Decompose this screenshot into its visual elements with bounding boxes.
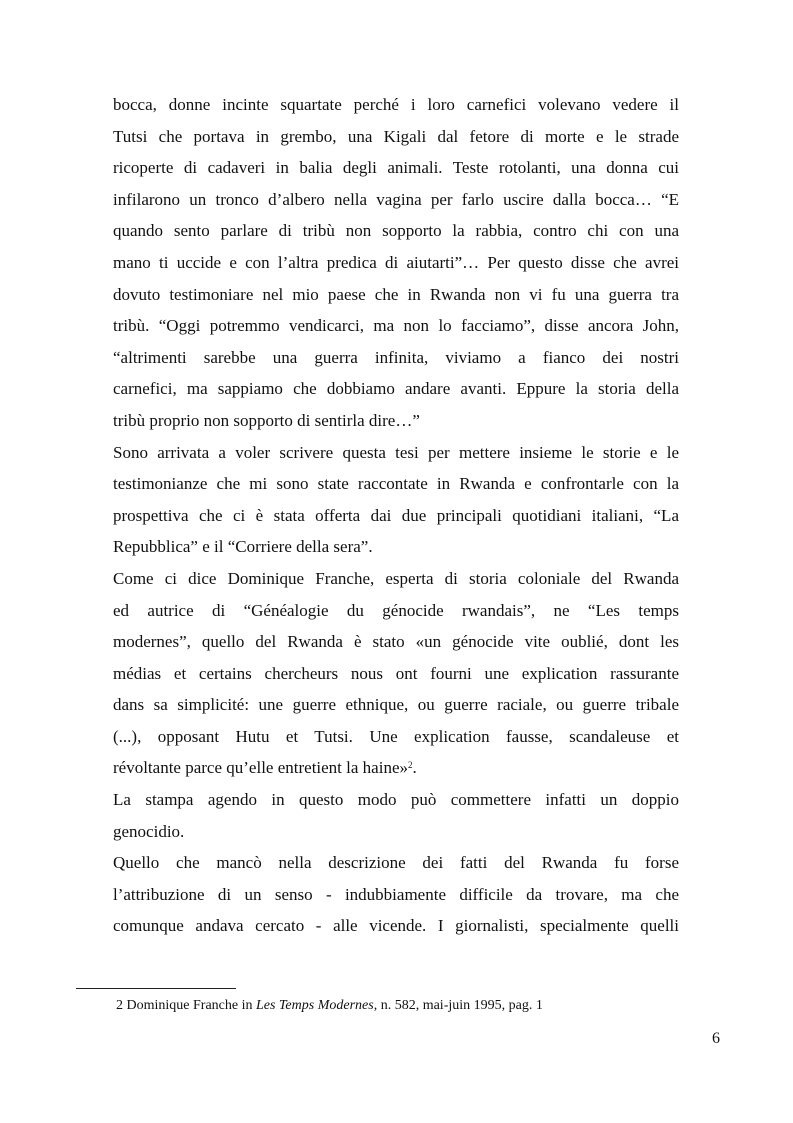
text-line: testimonianze che mi sono state raccontate in Rwanda e confrontarle con la bbox=[113, 474, 679, 494]
page-number: 6 bbox=[712, 1030, 720, 1047]
text-line: infilarono un tronco d’albero nella vagina per farlo uscire dalla bocca… “E bbox=[113, 189, 679, 209]
sentence-period: . bbox=[412, 758, 417, 778]
paragraph-4 bbox=[113, 784, 679, 847]
text-line: La stampa agendo in questo modo può commettere infatti un doppio bbox=[113, 790, 679, 810]
text-line: Sono arrivata a voler scrivere questa tesi per mettere insieme le storie e le bbox=[113, 442, 679, 462]
text-line: Tutsi che portava in grembo, una Kigali dal fetore di morte e le strade bbox=[113, 126, 679, 146]
footnote-title: Les Temps Modernes bbox=[255, 998, 374, 1013]
body-text bbox=[113, 89, 679, 942]
text-line: tribù proprio non sopporto di sentirla dire…” bbox=[113, 410, 420, 430]
text-line: dovuto testimoniare nel mio paese che in Rwanda non vi fu una guerra tra bbox=[113, 284, 679, 304]
text-line: l’attribuzione di un senso - indubbiamente difficile da trovare, ma che bbox=[113, 884, 679, 904]
text-line: Quello che mancò nella descrizione dei fatti del Rwanda fu forse bbox=[113, 853, 679, 873]
text-line: Come ci dice Dominique Franche, esperta di storia coloniale del Rwanda bbox=[113, 568, 679, 588]
footnote-number: 2 bbox=[116, 998, 123, 1013]
text-line: comunque andava cercato - alle vicende. I giornalisti, specialmente quelli bbox=[113, 916, 679, 936]
text-line: bocca, donne incinte squartate perché i loro carnefici volevano vedere il bbox=[113, 95, 679, 114]
text-line: “altrimenti sarebbe una guerra infinita, viviamo a fianco dei nostri bbox=[113, 347, 679, 367]
text-line: dans sa simplicité: une guerre ethnique, ou guerre raciale, ou guerre tribale bbox=[113, 695, 679, 715]
paragraph-5 bbox=[113, 847, 679, 942]
footnote-separator bbox=[76, 988, 236, 989]
text-line: (...), opposant Hutu et Tutsi. Une explication fausse, scandaleuse et bbox=[113, 726, 679, 746]
text-line: Repubblica” e il “Corriere della sera”. bbox=[113, 537, 373, 557]
footnote-reference: 2 bbox=[408, 760, 413, 771]
paragraph-3 bbox=[113, 563, 679, 784]
text-line: tribù. “Oggi potremmo vendicarci, ma non lo facciamo”, disse ancora John, bbox=[113, 316, 679, 336]
paragraph-2 bbox=[113, 437, 679, 563]
text-line bbox=[113, 752, 679, 784]
text-line: genocidio. bbox=[113, 821, 185, 841]
text-line: quando sento parlare di tribù non sopporto la rabbia, contro chi con una bbox=[113, 221, 679, 241]
text-line: médias et certains chercheurs nous ont fourni une explication rassurante bbox=[113, 663, 679, 683]
text-line: ricoperte di cadaveri in balia degli animali. Teste rotolanti, una donna cui bbox=[113, 158, 679, 178]
footnote-author: Dominique Franche in bbox=[126, 998, 253, 1013]
text-line: carnefici, ma sappiamo che dobbiamo andare avanti. Eppure la storia della bbox=[113, 379, 679, 399]
quote-end-text: révoltante parce qu’elle entretient la haine» bbox=[113, 758, 408, 778]
text-line: modernes”, quello del Rwanda è stato «un génocide vite oublié, dont les bbox=[113, 632, 679, 652]
footnote bbox=[116, 997, 676, 1015]
text-line: prospettiva che ci è stata offerta dai due principali quotidiani italiani, “La bbox=[113, 505, 679, 525]
footnote-details: , n. 582, mai-juin 1995, pag. 1 bbox=[373, 998, 543, 1013]
text-line: ed autrice di “Généalogie du génocide rwandais”, ne “Les temps bbox=[113, 600, 679, 620]
paragraph-1 bbox=[113, 89, 679, 437]
text-line: mano ti uccide e con l’altra predica di aiutarti”… Per questo disse che avrei bbox=[113, 252, 679, 272]
